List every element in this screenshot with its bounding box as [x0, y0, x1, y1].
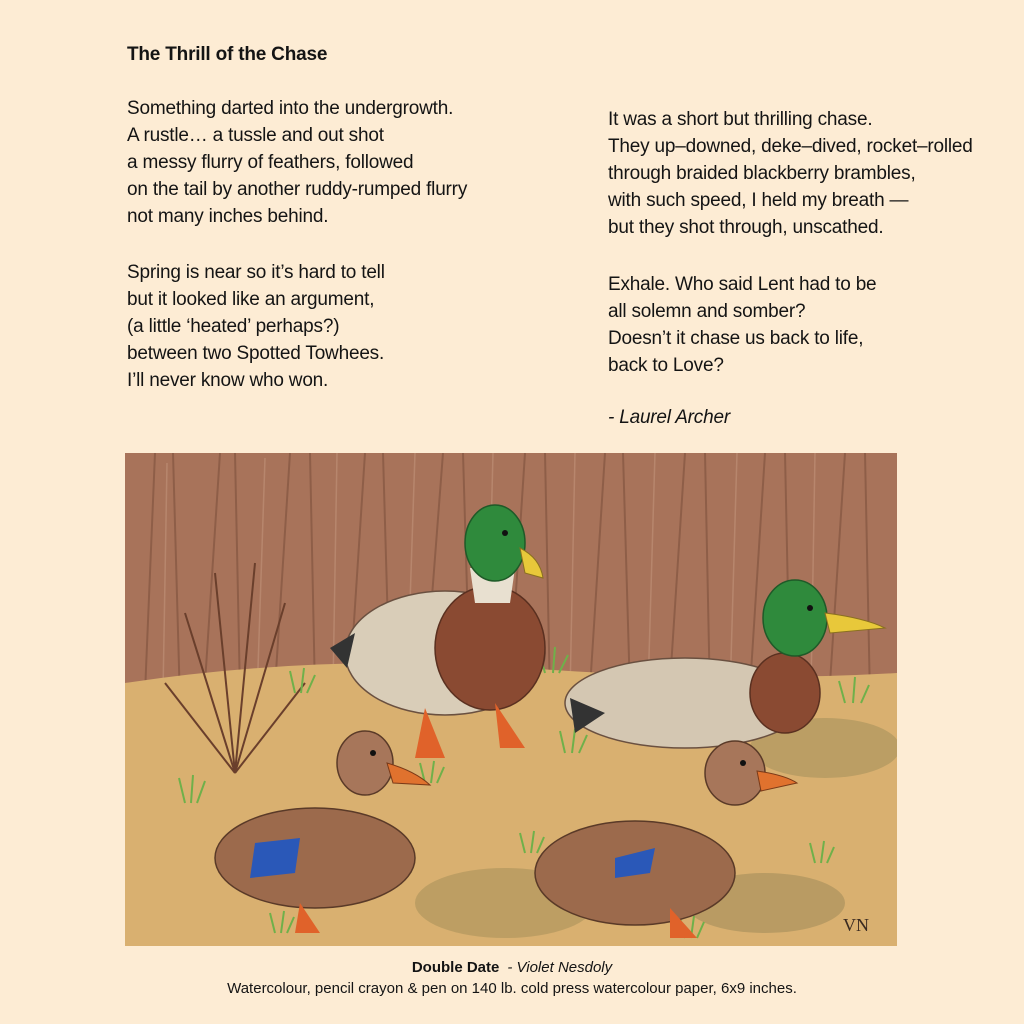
- stanza-3: [608, 106, 973, 241]
- poem-line: back to Love?: [608, 355, 724, 376]
- painting-medium: Watercolour, pencil crayon & pen on 140 lb. cold press watercolour paper, 6x9 inches.: [227, 980, 797, 997]
- painting-title: Double Date: [411, 959, 500, 976]
- stanza-2: [127, 259, 385, 394]
- painting-caption-title: [0, 959, 1024, 976]
- poem-line: but they shot through, unscathed.: [608, 217, 884, 238]
- poem-line: but it looked like an argument,: [127, 289, 375, 310]
- poem-line: I’ll never know who won.: [127, 370, 329, 391]
- duck-painting: [125, 453, 897, 946]
- poem-line: Exhale. Who said Lent had to be: [608, 274, 877, 295]
- poem-line: not many inches behind.: [127, 206, 329, 227]
- painting-artist: - Violet Nesdoly: [507, 959, 613, 976]
- poem-line: They up–downed, deke–dived, rocket–rolled: [608, 136, 973, 157]
- artist-signature: VN: [843, 915, 869, 935]
- poem-line: A rustle… a tussle and out shot: [127, 125, 384, 146]
- stanza-4: [608, 271, 876, 379]
- poem-line: Something darted into the undergrowth.: [127, 98, 454, 119]
- poem-line: on the tail by another ruddy-rumped flurry: [127, 179, 468, 200]
- poem-line: a messy flurry of feathers, followed: [127, 152, 414, 173]
- poem-line: Spring is near so it’s hard to tell: [127, 262, 385, 283]
- poem-line: It was a short but thrilling chase.: [608, 109, 873, 130]
- poem-line: through braided blackberry brambles,: [608, 163, 916, 184]
- poem-author: - Laurel Archer: [608, 407, 730, 428]
- poem-line: all solemn and somber?: [608, 301, 806, 322]
- poem-line: between two Spotted Towhees.: [127, 343, 385, 364]
- poem-line: Doesn’t it chase us back to life,: [608, 328, 864, 349]
- poem-line: with such speed, I held my breath —: [608, 190, 909, 211]
- poem-line: (a little ‘heated’ perhaps?): [127, 316, 340, 337]
- poem-title: The Thrill of the Chase: [127, 44, 328, 65]
- stanza-1: [127, 95, 467, 230]
